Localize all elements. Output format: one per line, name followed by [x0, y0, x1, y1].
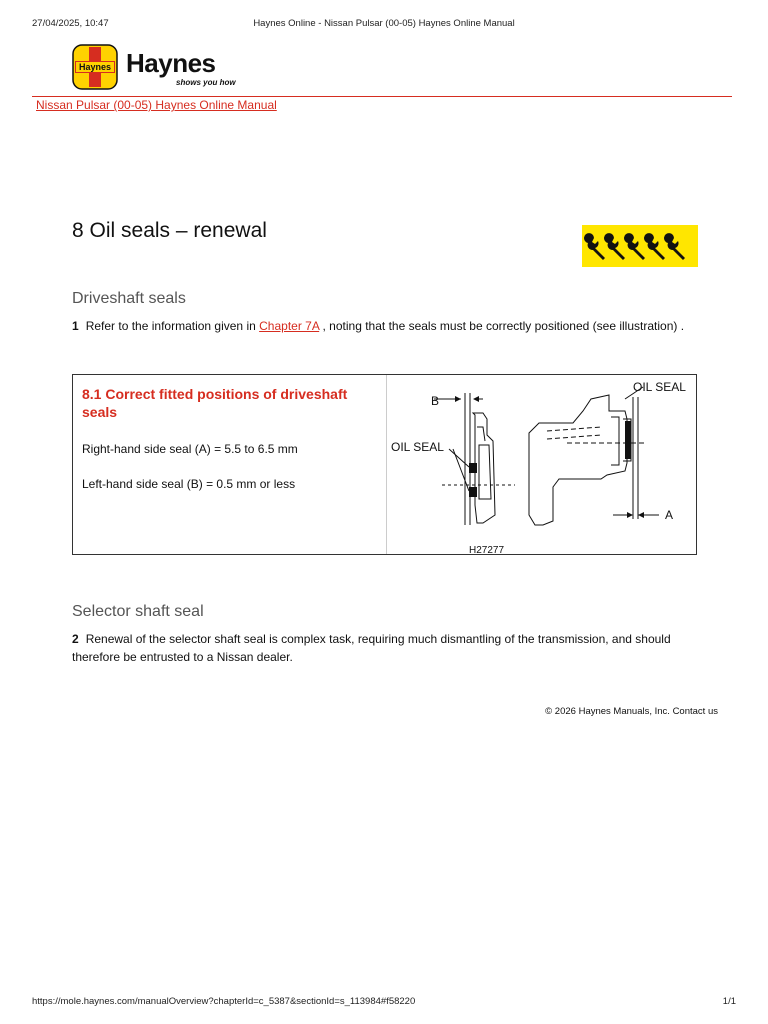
difficulty-wrenches [582, 225, 698, 267]
print-date: 27/04/2025, 10:47 [32, 18, 109, 29]
step-1 [72, 317, 702, 335]
label-b: B [431, 394, 440, 408]
badge-text: Haynes [78, 62, 112, 72]
wrench-icon [624, 233, 645, 260]
label-oil-seal-right: OIL SEAL [633, 380, 686, 394]
logo-tagline: shows you how [176, 78, 236, 87]
wrench-icon [644, 233, 665, 260]
wrench-icon [664, 233, 685, 260]
figure-caption: 8.1 Correct fitted positions of driveshaft seals [82, 386, 348, 420]
driveshaft-heading: Driveshaft seals [72, 290, 186, 307]
spec-left-hand: Left-hand side seal (B) = 0.5 mm or less [82, 477, 296, 491]
step-text-after: , noting that the seals must be correctly positioned (see illustration) . [322, 319, 685, 333]
figure-8-1 [72, 374, 697, 555]
wrench-icon [584, 233, 605, 260]
seal-diagram[interactable] [387, 375, 696, 554]
step-text: Renewal of the selector shaft seal is complex task, requiring much dismantling of the transmission, and should therefore be entrusted to a Nissan dealer. [72, 632, 671, 664]
print-url: https://mole.haynes.com/manualOverview?chapterId=c_5387&sectionId=s_113984#f58220 [32, 996, 416, 1007]
step-text-before: Refer to the information given in [85, 319, 256, 333]
page-number: 1/1 [722, 996, 736, 1007]
seal-diagram-drawing [387, 375, 696, 554]
step-number: 1 [72, 319, 79, 333]
step-number: 2 [72, 632, 79, 646]
step-2 [72, 630, 702, 666]
difficulty-rating [582, 225, 698, 267]
label-a: A [665, 508, 674, 522]
selector-heading: Selector shaft seal [72, 603, 204, 620]
figure-ref: H27277 [469, 545, 505, 554]
haynes-badge-icon [72, 44, 118, 90]
logo-wordmark: Haynes [126, 48, 216, 78]
chapter-link[interactable]: Chapter 7A [259, 319, 320, 333]
wrench-icon [604, 233, 625, 260]
copyright[interactable]: © 2026 Haynes Manuals, Inc. Contact us [545, 706, 718, 717]
label-oil-seal-left: OIL SEAL [391, 440, 444, 454]
figure-caption-panel [73, 375, 387, 554]
header-divider [32, 96, 732, 97]
page-title: 8 Oil seals – renewal [72, 219, 267, 242]
breadcrumb-manual-link[interactable]: Nissan Pulsar (00-05) Haynes Online Manual [36, 98, 277, 112]
print-title: Haynes Online - Nissan Pulsar (00-05) Haynes Online Manual [253, 18, 515, 29]
spec-right-hand: Right-hand side seal (A) = 5.5 to 6.5 mm [82, 442, 298, 456]
